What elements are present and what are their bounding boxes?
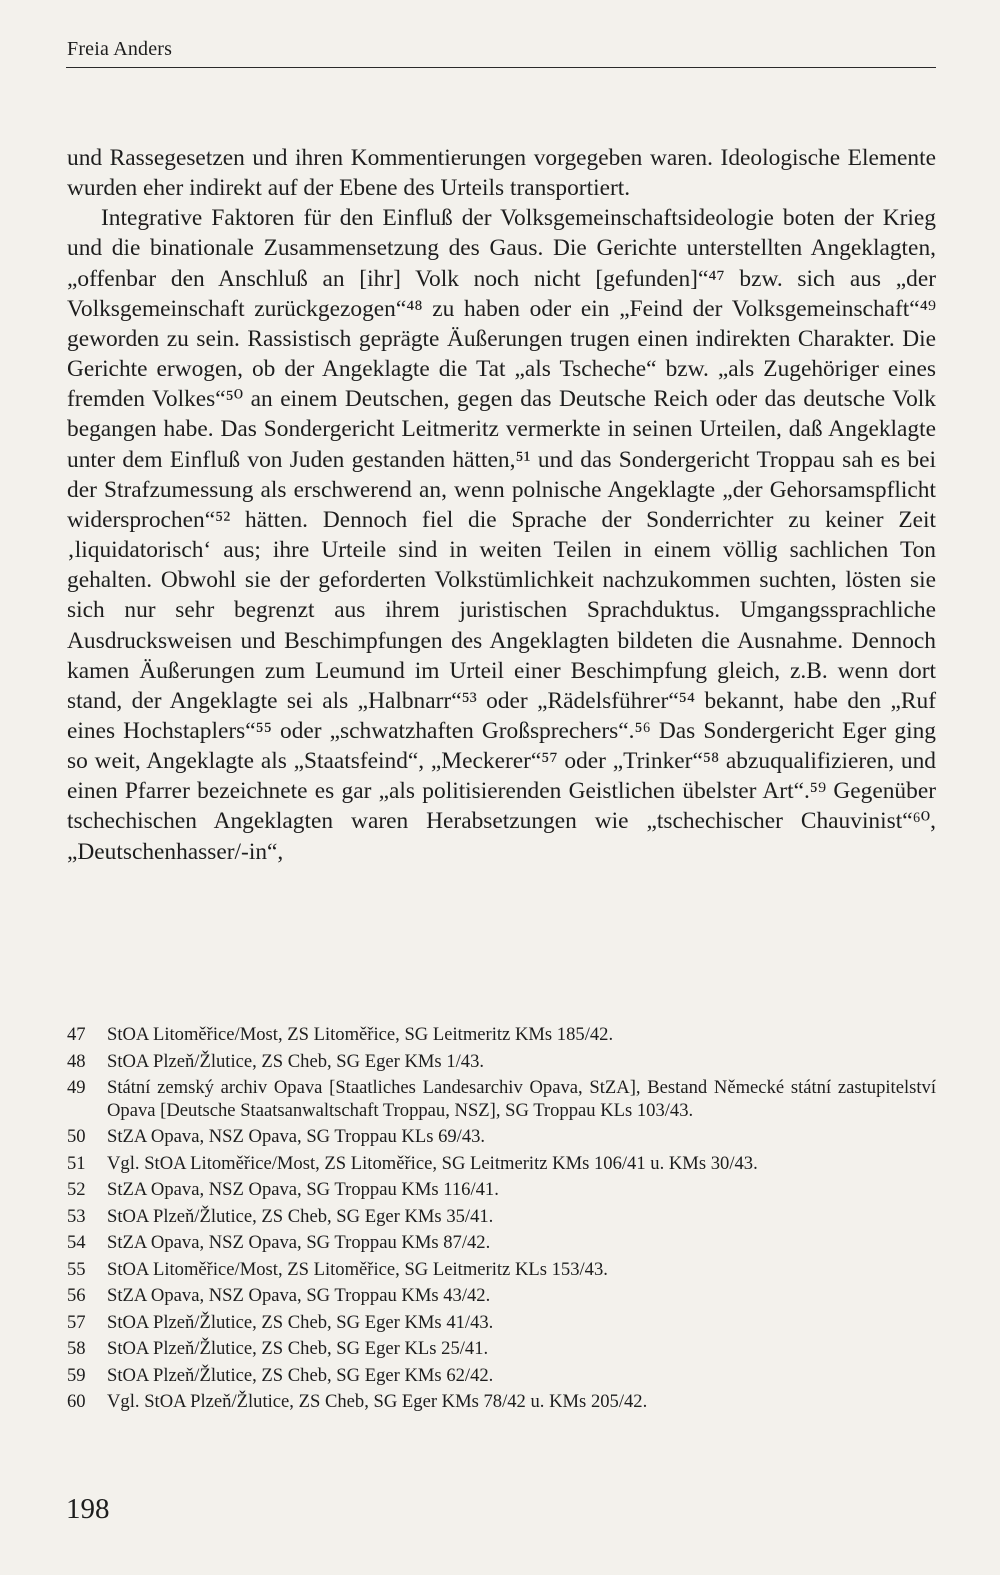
- footnote: [67, 1179, 936, 1202]
- footnote-text: StOA Plzeň/Žlutice, ZS Cheb, SG Eger KMs 1/43.: [107, 1050, 485, 1072]
- footnote-text: Vgl. StOA Plzeň/Žlutice, ZS Cheb, SG Eger KMs 78/42 u. KMs 205/42.: [107, 1391, 648, 1412]
- footnote-number: 53: [67, 1205, 86, 1227]
- footnote-number: 47: [67, 1024, 86, 1045]
- footnote-number: 51: [67, 1152, 86, 1174]
- footnotes: [67, 1024, 936, 1418]
- body-text: [67, 143, 936, 867]
- footnote-number: 58: [67, 1338, 86, 1359]
- footnote-number: 59: [67, 1364, 86, 1386]
- footnote-number: 49: [67, 1077, 86, 1098]
- footnote: [67, 1365, 936, 1388]
- footnote: [67, 1259, 936, 1282]
- footnote-number: 54: [67, 1232, 86, 1253]
- footnote-number: 56: [67, 1285, 86, 1306]
- footnote: [67, 1153, 936, 1176]
- footnote: [67, 1285, 936, 1308]
- footnote-text: StZA Opava, NSZ Opava, SG Troppau KMs 87/42.: [107, 1232, 491, 1253]
- paragraph-1: und Rassegesetzen und ihren Kommentierungen vorgegeben waren. Ideologische Elemente wurden eher indirekt auf der Ebene des Urteils transportiert.: [67, 145, 936, 202]
- footnote-text: Státní zemský archiv Opava [Staatliches Landesarchiv Opava, StZA], Bestand Německé státní zastupitelství Opava [Deutsche Staatsanwaltschaft Troppau, NSZ], SG Troppau KLs 103/43.: [107, 1077, 936, 1121]
- footnote: [67, 1338, 936, 1361]
- footnote-number: 48: [67, 1050, 86, 1072]
- footnote: [67, 1312, 936, 1335]
- paragraph-2: Integrative Faktoren für den Einfluß der Volksgemeinschaftsideologie boten der Krieg und die binationale Zusammensetzung des Gaus. Die Gerichte unterstellten Angeklagten, „offenbar den Anschluß an [ihr] Volk noch nicht [gefunden]“⁴⁷ bzw. sich aus „der Volksgemeinschaft zurückgezogen“⁴⁸ zu haben oder ein „Feind der Volksgemeinschaft“⁴⁹ geworden zu sein. Rassistisch geprägte Äußerungen trugen einen indirekten Charakter. Die Gerichte erwogen, ob der Angeklagte die Tat „als Tscheche“ bzw. „als Zugehöriger eines fremden Volkes“⁵⁰ an einem Deutschen, gegen das Deutsche Reich oder das deutsche Volk begangen habe. Das Sondergericht Leitmeritz vermerkte in seinen Urteilen, daß Angeklagte unter dem Einfluß von Juden gestanden hätten,⁵¹ und das Sondergericht Troppau sah es bei der Strafzumessung als erschwerend an, wenn polnische Angeklagte „der Gehorsamspflicht widersprochen“⁵² hätten. Dennoch fiel die Sprache der Sonderrichter zu keiner Zeit ‚liquidatorisch‘ aus; ihre Urteile sind in weiten Teilen in einem völlig sachlichen Ton gehalten. Obwohl sie der geforderten Volkstümlichkeit nachzukommen suchten, lösten sie sich nur sehr begrenzt aus ihrem juristischen Sprachduktus. Umgangssprachliche Ausdrucksweisen und Beschimpfungen des Angeklagten bildeten die Ausnahme. Dennoch kamen Äußerungen zum Leumund im Urteil einer Beschimpfung gleich, z.B. wenn dort stand, der Angeklagte sei als „Halbnarr“⁵³ oder „Rädelsführer“⁵⁴ bekannt, habe den „Ruf eines Hochstaplers“⁵⁵ oder „schwatzhaften Großsprechers“.⁵⁶ Das Sondergericht Eger ging so weit, Angeklagte als „Staatsfeind“, „Meckerer“⁵⁷ oder „Trinker“⁵⁸ abzuqualifizieren, und einen Pfarrer bezeichnete es gar „als politisierenden Geistlichen übelster Art“.⁵⁹ Gegenüber tschechischen Angeklagten waren Herabsetzungen wie „tschechischer Chauvinist“⁶⁰, „Deutschenhasser/-in“,: [67, 205, 936, 865]
- footnote-number: 50: [67, 1126, 86, 1147]
- footnote-text: StOA Litoměřice/Most, ZS Litoměřice, SG Leitmeritz KLs 153/43.: [107, 1258, 608, 1280]
- footnote-number: 52: [67, 1179, 86, 1200]
- footnote-number: 60: [67, 1391, 86, 1412]
- footnote-text: StZA Opava, NSZ Opava, SG Troppau KLs 69/43.: [107, 1126, 486, 1147]
- running-head: Freia Anders: [67, 38, 173, 60]
- footnote: [67, 1206, 936, 1229]
- footnote-number: 55: [67, 1258, 86, 1280]
- footnote: [67, 1077, 936, 1122]
- footnote-text: StOA Plzeň/Žlutice, ZS Cheb, SG Eger KMs 62/42.: [107, 1364, 494, 1386]
- footnote-text: StOA Plzeň/Žlutice, ZS Cheb, SG Eger KLs 25/41.: [107, 1338, 489, 1359]
- footnote-text: StOA Plzeň/Žlutice, ZS Cheb, SG Eger KMs 41/43.: [107, 1311, 494, 1333]
- footnote: [67, 1024, 936, 1047]
- footnote-text: StOA Litoměřice/Most, ZS Litoměřice, SG Leitmeritz KMs 185/42.: [107, 1024, 614, 1045]
- page-number: 198: [66, 1493, 110, 1525]
- footnote-number: 57: [67, 1311, 86, 1333]
- header-rule: [66, 67, 936, 68]
- footnote: [67, 1126, 936, 1149]
- footnote-text: Vgl. StOA Litoměřice/Most, ZS Litoměřice, SG Leitmeritz KMs 106/41 u. KMs 30/43.: [107, 1152, 758, 1174]
- footnote: [67, 1232, 936, 1255]
- footnote-text: StZA Opava, NSZ Opava, SG Troppau KMs 116/41.: [107, 1179, 499, 1200]
- footnote-text: StZA Opava, NSZ Opava, SG Troppau KMs 43/42.: [107, 1285, 491, 1306]
- footnote: [67, 1391, 936, 1414]
- footnote-text: StOA Plzeň/Žlutice, ZS Cheb, SG Eger KMs 35/41.: [107, 1205, 494, 1227]
- footnote: [67, 1051, 936, 1074]
